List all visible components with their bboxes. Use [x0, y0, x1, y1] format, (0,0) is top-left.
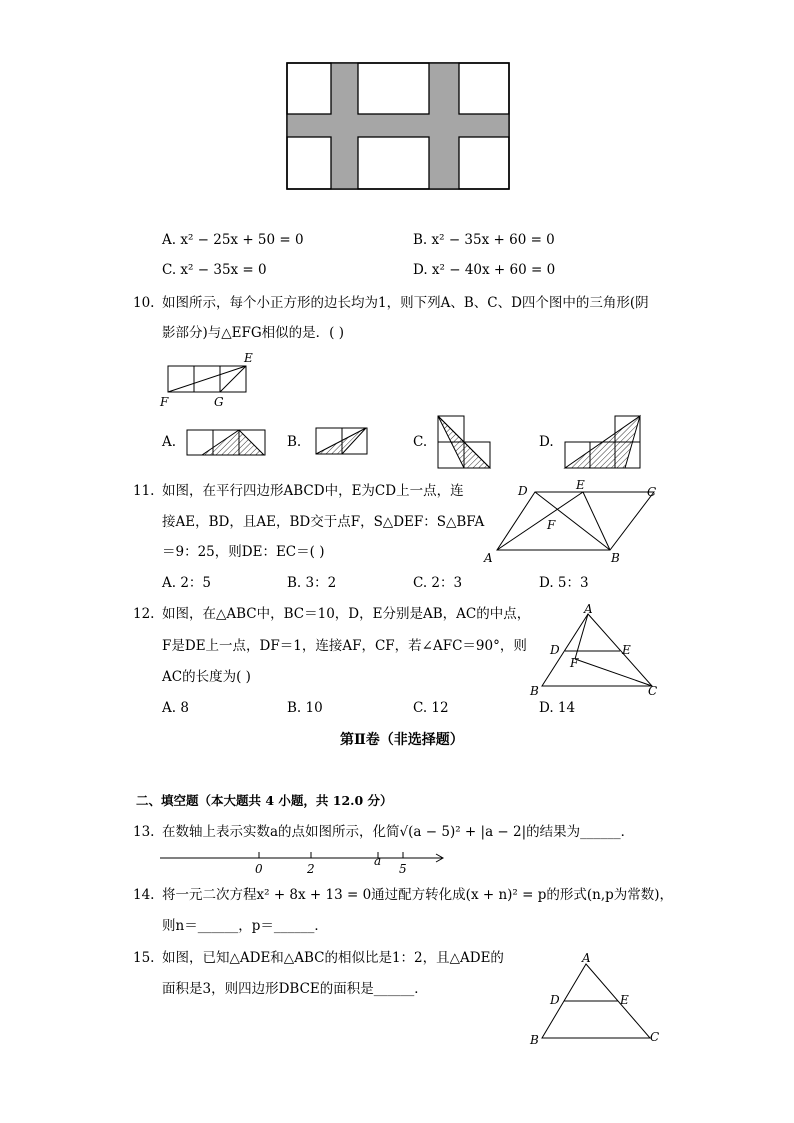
q13-number: 13. [133, 824, 155, 840]
q13-axis-2: 2 [307, 862, 315, 876]
q11-label-e: E [576, 478, 585, 492]
q10-option-d-label: D. [539, 434, 554, 450]
q10-label-f: F [160, 395, 169, 409]
q11-label-a: A [484, 551, 493, 565]
q10-number: 10. [133, 295, 155, 311]
q11-number: 11. [133, 483, 155, 499]
q12-option-b: B. 10 [287, 700, 323, 716]
q15-text-line2: 面积是3，则四边形DBCE的面积是______． [162, 981, 428, 997]
q10-label-g: G [214, 395, 224, 409]
q12-label-e: E [622, 643, 631, 657]
q11-text-line3: ＝9：25，则DE：EC＝( ) [162, 544, 325, 560]
q10-label-e: E [244, 351, 253, 365]
q15-label-e: E [620, 993, 629, 1007]
q11-text-line1: 如图，在平行四边形ABCD中，E为CD上一点，连 [162, 483, 464, 499]
q12-label-d: D [550, 643, 560, 657]
q10-efg-figure [158, 350, 268, 410]
q11-label-f: F [547, 518, 556, 532]
q15-label-b: B [530, 1033, 539, 1047]
q15-label-a: A [582, 951, 591, 965]
q11-parallelogram-figure [480, 478, 660, 568]
q15-text-line1: 如图，已知△ADE和△ABC的相似比是1：2，且△ADE的 [162, 950, 504, 966]
q13-number-line [158, 846, 450, 876]
part2-title: 第Ⅱ卷（非选择题） [340, 732, 464, 748]
q10-option-d-figure [563, 414, 643, 470]
q9-option-b: B. x² − 35x + 60 = 0 [413, 232, 555, 248]
q10-option-a-label: A. [162, 434, 177, 450]
q10-option-b-label: B. [287, 434, 302, 450]
q15-triangle-figure [526, 948, 666, 1048]
q10-text-line1: 如图所示，每个小正方形的边长均为1，则下列A、B、C、D四个图中的三角形(阴 [162, 295, 649, 311]
q13-text-line1: 在数轴上表示实数a的点如图所示，化简√(a − 5)² + |a − 2|的结果为______． [162, 824, 635, 840]
q14-text-line2: 则n＝______，p＝______． [162, 918, 328, 934]
q9-option-d: D. x² − 40x + 60 = 0 [413, 262, 556, 278]
q11-text-line2: 接AE，BD，且AE，BD交于点F，S△DEF：S△BFA [162, 514, 485, 530]
section2-title: 二、填空题（本大题共 4 小题，共 12.0 分） [136, 793, 393, 808]
q10-text-line2: 影部分)与△EFG相似的是．( ) [162, 325, 344, 341]
q10-option-c-figure [436, 414, 492, 470]
q12-number: 12. [133, 606, 155, 622]
q12-option-d: D. 14 [539, 700, 576, 716]
q11-label-c: C [647, 485, 657, 499]
q14-number: 14. [133, 887, 155, 903]
q12-text-line3: AC的长度为( ) [162, 669, 251, 685]
q11-option-d: D. 5：3 [539, 575, 589, 591]
q12-text-line1: 如图，在△ABC中，BC＝10，D，E分别是AB，AC的中点， [162, 606, 531, 622]
q12-triangle-figure [528, 602, 664, 698]
q11-label-d: D [518, 484, 528, 498]
q11-option-c: C. 2：3 [413, 575, 463, 591]
q13-axis-0: 0 [255, 862, 263, 876]
q12-option-a: A. 8 [162, 700, 189, 716]
q10-option-a-figure [186, 428, 266, 456]
q10-option-b-figure [314, 426, 370, 456]
q11-option-b: B. 3：2 [287, 575, 337, 591]
q13-axis-5: 5 [399, 862, 407, 876]
q12-label-f: F [570, 656, 579, 670]
q12-label-a: A [584, 602, 593, 616]
q10-option-c-label: C. [413, 434, 428, 450]
q15-label-c: C [650, 1030, 660, 1044]
q14-text-line1: 将一元二次方程x² + 8x + 13 = 0通过配方转化成(x + n)² = p的形式(n,p为常数)， [162, 887, 674, 903]
q15-number: 15. [133, 950, 155, 966]
q12-label-b: B [530, 684, 539, 698]
q9-road-figure [286, 62, 510, 190]
q11-label-b: B [611, 551, 620, 565]
q9-option-a: A. x² − 25x + 50 = 0 [162, 232, 304, 248]
q12-option-c: C. 12 [413, 700, 449, 716]
q11-option-a: A. 2：5 [162, 575, 212, 591]
q12-text-line2: F是DE上一点，DF＝1，连接AF，CF，若∠AFC＝90°，则 [162, 638, 527, 654]
q13-axis-a: a [374, 854, 382, 868]
q9-option-c: C. x² − 35x = 0 [162, 262, 267, 278]
q15-label-d: D [550, 993, 560, 1007]
q12-label-c: C [648, 684, 658, 698]
